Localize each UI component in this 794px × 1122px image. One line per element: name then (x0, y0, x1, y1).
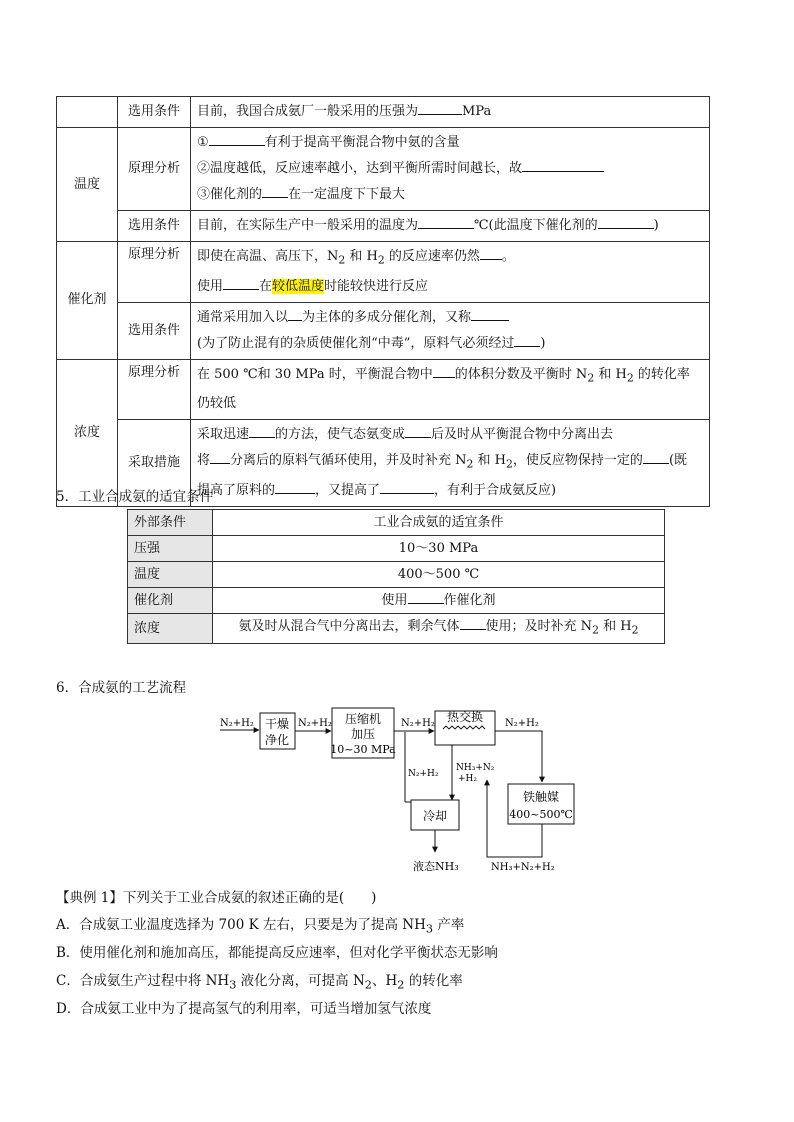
text: 氨及时从混合气中分离出去，剩余气体 (238, 619, 460, 634)
text: ℃(此温度下催化剂的 (474, 218, 598, 233)
liquid-ammonia-label: 液态NH₃ (413, 860, 459, 873)
text: ，又提高了 (315, 482, 381, 498)
text: ① (197, 135, 209, 150)
heat-exchange-label: 热交换 (446, 710, 484, 724)
text: 在 500 ℃和 30 MPa 时，平衡混合物中 (197, 366, 433, 382)
table-row (128, 562, 665, 588)
example-question: 【典例 1】下列关于工业合成氨的叙述正确的是( ) (56, 890, 377, 906)
condition-label: 浓度 (128, 614, 213, 644)
flow-label: N₂+H₂ (298, 718, 332, 729)
text: 使用 (197, 278, 224, 294)
text: 时能较快进行反应 (324, 278, 429, 294)
content-line (197, 305, 703, 331)
text: MPa (462, 104, 492, 119)
mixture-label: NH₃+N₂ (456, 763, 495, 773)
text: 作催化剂 (443, 593, 496, 608)
text: 的转化率 (404, 973, 463, 989)
table-row (128, 614, 665, 644)
text: 的方法，使气态氨变成 (275, 427, 406, 443)
text: ，使反应物保持一定的 (512, 453, 643, 469)
content-line (197, 182, 703, 208)
category-cell (57, 242, 118, 360)
subscript: 2 (338, 253, 346, 267)
subscript: 3 (229, 978, 237, 992)
text: 。 (501, 249, 515, 264)
content-cell (191, 128, 710, 211)
temperature-label: 400~500℃ (509, 808, 573, 821)
subscript: 2 (397, 978, 405, 992)
sub-label: 选用条件 (127, 322, 180, 338)
table-row (128, 588, 665, 614)
table-row (57, 128, 710, 211)
text: 产率 (433, 917, 465, 933)
text: ) (540, 335, 546, 351)
content-line (197, 391, 703, 417)
fill-blank (514, 332, 540, 347)
text: 采取迅速 (197, 427, 250, 443)
sub-label: 原理分析 (127, 161, 180, 176)
content-cell (191, 420, 710, 507)
category-label: 催化剂 (67, 292, 107, 308)
table-row (128, 536, 665, 562)
content-line (197, 274, 703, 300)
fill-blank (210, 449, 230, 464)
fill-blank (418, 100, 462, 115)
subscript: 2 (466, 457, 474, 471)
text: 的转化率 (633, 366, 690, 382)
subscript: 2 (506, 457, 513, 471)
content-cell (191, 302, 710, 359)
text: 提高了原料的 (197, 482, 276, 498)
text: (既 (668, 453, 688, 469)
bottom-label: NH₃+N₂+H₂ (491, 862, 555, 873)
sub-label: 选用条件 (127, 218, 180, 233)
input-label: N₂+H₂ (220, 718, 254, 729)
subscript: 2 (592, 623, 599, 637)
fill-blank (408, 589, 444, 604)
text: 和 H (345, 249, 378, 264)
subscript: 2 (364, 978, 372, 992)
text: 仍较低 (197, 396, 237, 412)
text: 使用；及时补充 N (485, 619, 593, 634)
text: ②温度越低，反应速率越小，达到平衡所需时间越长，故 (197, 161, 523, 176)
text: 在 (259, 278, 273, 294)
pressure-label: 10~30 MPa (330, 743, 396, 756)
text: ，有利于合成氨反应) (434, 482, 557, 498)
text: (为了防止混有的杂质使催化剂“中毒”，原料气必须经过 (197, 335, 515, 351)
text: 和 H (598, 619, 632, 634)
fill-blank (480, 245, 502, 260)
option-d[interactable]: D．合成氨工业中为了提高氢气的利用率，可适当增加氢气浓度 (56, 1001, 432, 1017)
text: 目前，我国合成氨厂一般采用的压强为 (197, 104, 419, 119)
content-line (197, 448, 703, 478)
content-line (197, 130, 703, 156)
text: 和 H (473, 453, 507, 469)
fill-blank (418, 214, 474, 229)
text: 有利于提高平衡混合物中氨的含量 (264, 135, 460, 150)
section-5-heading: 5．工业合成氨的适宜条件 (56, 489, 214, 505)
condition-value: 10～30 MPa (213, 536, 665, 562)
pressurize-label: 加压 (350, 727, 376, 741)
arrow (495, 731, 542, 782)
fill-blank (522, 157, 604, 172)
header-cell: 外部条件 (128, 510, 213, 536)
condition-label: 压强 (128, 536, 213, 562)
fill-blank (643, 449, 669, 464)
suitable-conditions-table (127, 509, 665, 644)
catalyst-label: 铁触媒 (522, 790, 560, 804)
text: 的反应速率仍然 (384, 249, 480, 264)
table-row (57, 97, 710, 128)
text: 液化分离，可提高 N (236, 973, 365, 989)
sub-label: 原理分析 (127, 247, 180, 262)
category-label: 温度 (73, 176, 100, 192)
content-line (197, 244, 703, 274)
sub-label: 采取措施 (127, 454, 180, 470)
conditions-table (56, 96, 710, 507)
text: 后及时从平衡混合物中分离出去 (431, 427, 614, 443)
content-line (197, 156, 703, 182)
drying-label: 干燥 (264, 717, 290, 731)
content-line (197, 478, 703, 504)
subscript: 2 (587, 371, 595, 385)
sub-label-cell (118, 128, 191, 211)
sub-label-cell (118, 242, 191, 303)
fill-blank (209, 131, 265, 146)
content-line (197, 331, 703, 357)
sub-label-cell (118, 211, 191, 242)
option-b[interactable]: B．使用催化剂和施加高压，都能提高反应速率，但对化学平衡状态无影响 (56, 945, 498, 961)
sub-label-cell (118, 302, 191, 359)
table-row (57, 302, 710, 359)
content-line (197, 362, 703, 392)
text: 的体积分数及平衡时 N (454, 366, 588, 382)
sub-label-cell (118, 97, 191, 128)
fill-blank (405, 423, 431, 438)
text: 即使在高温、高压下，N (197, 249, 339, 264)
text: ③催化剂的 (197, 187, 263, 202)
subscript: 3 (425, 922, 434, 936)
sub-label: 原理分析 (127, 364, 180, 380)
text: 为主体的多成分催化剂，又称 (302, 309, 472, 325)
table-row (57, 359, 710, 420)
fill-blank (460, 615, 486, 630)
content-cell (191, 242, 710, 303)
content-cell (191, 211, 710, 242)
fill-blank (262, 183, 288, 198)
text: 使用 (381, 593, 408, 608)
subscript: 2 (626, 371, 634, 385)
purify-label: 净化 (264, 733, 290, 747)
table-row (57, 211, 710, 242)
sub-label-cell (118, 359, 191, 420)
subscript: 2 (631, 623, 639, 637)
content-cell (191, 359, 710, 420)
fill-blank (288, 306, 302, 321)
content-line (197, 422, 703, 448)
category-cell (57, 128, 118, 242)
process-flow-diagram (215, 700, 585, 885)
text: 通常采用加入以 (197, 309, 289, 325)
fill-blank (275, 479, 315, 494)
flow-label: N₂+H₂ (401, 718, 435, 729)
fill-blank (433, 363, 455, 378)
flow-label: N₂+H₂ (505, 718, 539, 729)
text: ) (653, 218, 659, 233)
subscript: 2 (377, 253, 385, 267)
text: 分离后的原料气循环使用，并及时补充 N (230, 453, 467, 469)
fill-blank (598, 214, 654, 229)
content-cell (191, 97, 710, 128)
text: 目前，在实际生产中一般采用的温度为 (197, 218, 419, 233)
text: 在一定温度下下最大 (288, 187, 406, 202)
option-a[interactable] (56, 913, 464, 936)
text: 和 H (594, 366, 627, 382)
category-cell (57, 97, 118, 128)
condition-value (213, 614, 665, 644)
highlighted-text: 较低温度 (272, 278, 325, 294)
condition-label: 温度 (128, 562, 213, 588)
fill-blank (223, 275, 259, 290)
condition-label: 催化剂 (128, 588, 213, 614)
header-cell: 工业合成氨的适宜条件 (213, 510, 665, 536)
recycle-label: N₂+H₂ (408, 769, 439, 779)
fill-blank (249, 423, 275, 438)
condition-value: 400～500 ℃ (213, 562, 665, 588)
condition-value (213, 588, 665, 614)
compressor-label: 压缩机 (344, 712, 382, 726)
option-c[interactable] (56, 969, 463, 992)
fill-blank (380, 479, 434, 494)
sub-label: 选用条件 (127, 104, 180, 119)
category-label: 浓度 (73, 424, 100, 440)
text: C．合成氨生产过程中将 NH (56, 973, 230, 989)
text: 、H (371, 973, 398, 989)
table-row (57, 242, 710, 303)
table-row (128, 510, 665, 536)
text: A．合成氨工业温度选择为 700 K 左右，只要是为了提高 NH (56, 917, 426, 933)
cooler-label: 冷却 (422, 809, 448, 823)
section-6-heading: 6．合成氨的工艺流程 (56, 680, 187, 696)
text: 将 (197, 453, 211, 469)
fill-blank (471, 306, 509, 321)
mixture-label: +H₂ (458, 774, 477, 784)
